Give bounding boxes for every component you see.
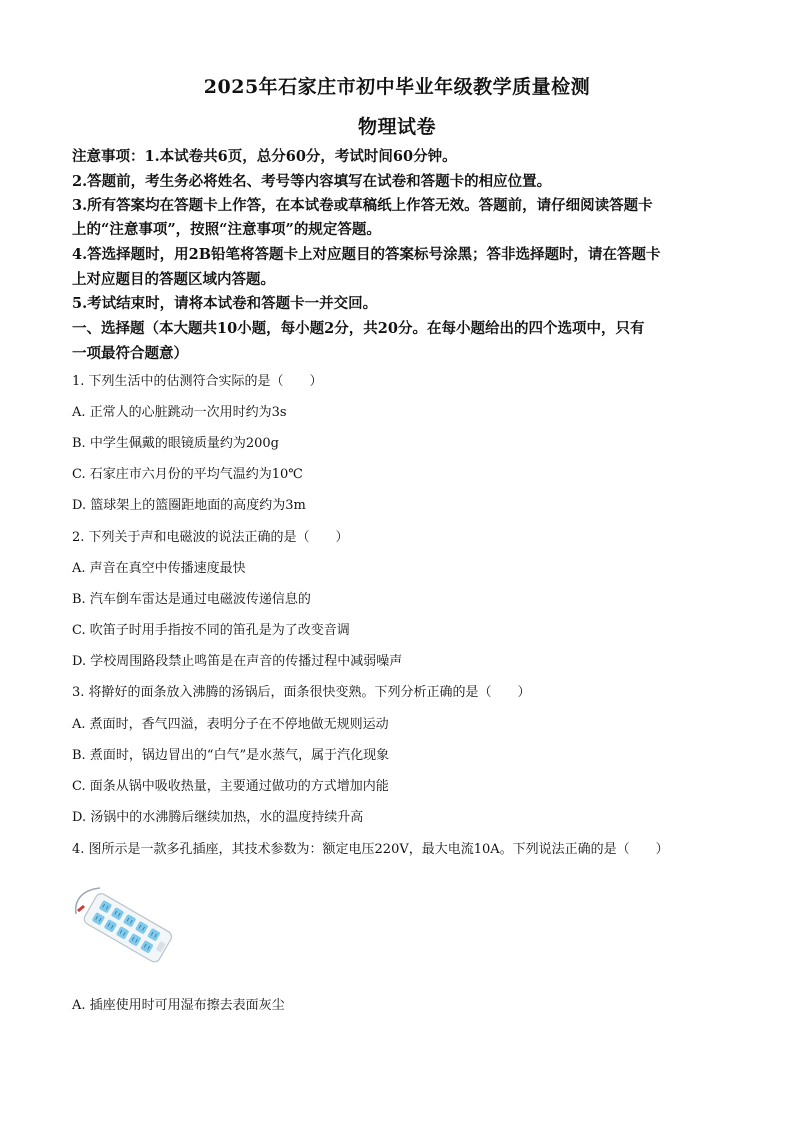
- section-heading: 一、选择题（本大题共10小题，每小题2分，共20分。在每小题给出的四个选项中，只有: [72, 320, 645, 337]
- question-option: B. 汽车倒车雷达是通过电磁波传递信息的: [72, 592, 311, 607]
- question-option: A. 声音在真空中传播速度最快: [72, 561, 246, 576]
- question-option: B. 中学生佩戴的眼镜质量约为200g: [72, 436, 279, 451]
- question-stem: 3. 将擀好的面条放入沸腾的汤锅后，面条很快变熟。下列分析正确的是（ ）: [72, 685, 531, 700]
- note-line: 4.答选择题时，用2B铅笔将答题卡上对应题目的答案标号涂黑；答非选择题时，请在答题卡: [72, 246, 661, 263]
- question-option: D. 学校周围路段禁止鸣笛是在声音的传播过程中减弱噪声: [72, 654, 403, 669]
- question-option: C. 石家庄市六月份的平均气温约为10℃: [72, 467, 303, 482]
- question-stem: 4. 图所示是一款多孔插座，其技术参数为：额定电压220V，最大电流10A。下列说法正确的是（ ）: [72, 842, 669, 857]
- note-line: 注意事项：1.本试卷共6页，总分60分，考试时间60分钟。: [72, 148, 457, 165]
- question-option: A. 煮面时，香气四溢，表明分子在不停地做无规则运动: [72, 717, 389, 732]
- question-option: C. 面条从锅中吸收热量，主要通过做功的方式增加内能: [72, 779, 389, 794]
- note-line: 上的“注意事项”，按照“注意事项”的规定答题。: [72, 221, 381, 238]
- note-line: 上对应题目的答题区域内答题。: [72, 271, 275, 288]
- note-line: 5.考试结束时，请将本试卷和答题卡一并交回。: [72, 295, 378, 312]
- question-option: D. 篮球架上的篮圈距地面的高度约为3m: [72, 498, 306, 513]
- question-stem: 2. 下列关于声和电磁波的说法正确的是（ ）: [72, 530, 349, 545]
- question-stem: 1. 下列生活中的估测符合实际的是（ ）: [72, 374, 323, 389]
- question-option: B. 煮面时，锅边冒出的“白气”是水蒸气，属于汽化现象: [72, 748, 390, 763]
- question-option: C. 吹笛子时用手指按不同的笛孔是为了改变音调: [72, 623, 350, 638]
- exam-title: 2025年石家庄市初中毕业年级教学质量检测: [203, 76, 591, 98]
- power-strip-image: [70, 884, 182, 974]
- note-line: 3.所有答案均在答题卡上作答，在本试卷或草稿纸上作答无效。答题前，请仔细阅读答题卡: [72, 197, 653, 214]
- exam-subtitle: 物理试卷: [357, 116, 436, 138]
- note-line: 2.答题前，考生务必将姓名、考号等内容填写在试卷和答题卡的相应位置。: [72, 173, 552, 190]
- question-option: D. 汤锅中的水沸腾后继续加热，水的温度持续升高: [72, 810, 364, 825]
- section-heading: 一项最符合题意）: [72, 345, 188, 362]
- question-option: A. 插座使用时可用湿布擦去表面灰尘: [72, 998, 285, 1013]
- question-option: A. 正常人的心脏跳动一次用时约为3s: [72, 405, 287, 420]
